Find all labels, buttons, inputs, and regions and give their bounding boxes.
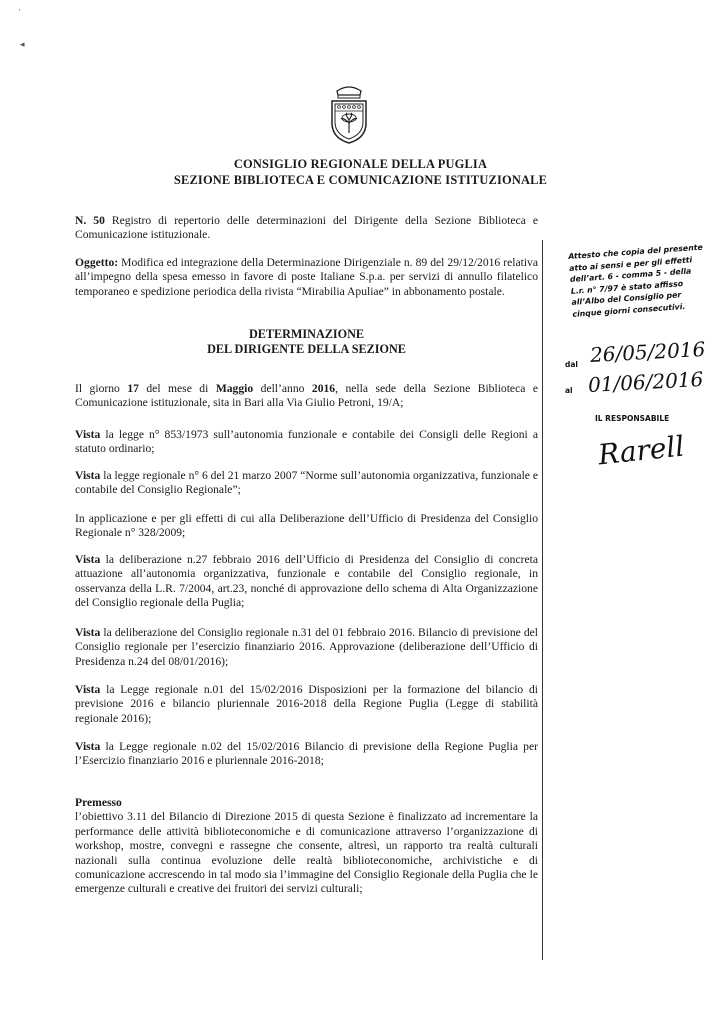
paragraph-lead: Vista: [75, 469, 101, 482]
premesso-text: l’obiettivo 3.11 del Bilancio di Direzione 2015 di questa Sezione è finalizzato ad incrementare la performance delle attività biblioteconomiche e di comunicazione attraverso l’organizzazione di workshop, mostre, convegni e rassegne che consente, altresì, un rapporto tra realtà culturali nazionali sulla continua evoluzione delle realtà biblioteconomiche, archivistiche e di comunicazione accrescendo in tal modo sia l’immagine del Consiglio Regionale della Puglia che le emergenze culturali e creative dei fruitori dei servizi culturali;: [75, 810, 538, 896]
intro-text-2: del mese di: [138, 382, 216, 395]
vista-paragraph: [75, 740, 538, 769]
applicazione-paragraph: [75, 512, 538, 541]
paragraph-text: la Legge regionale n.01 del 15/02/2016 Disposizioni per la formazione del bilancio di previsione 2016 e bilancio pluriennale 2016-2018 della Regione Puglia (Legge di stabilità regionale 2016);: [75, 683, 538, 725]
oggetto-label: Oggetto:: [75, 256, 119, 269]
paragraph-text: la deliberazione n.27 febbraio 2016 dell’Ufficio di Presidenza del Consiglio di concreta attuazione all’autonomia organizzativa, funzionale e contabile del Consiglio regionale, in osservanza della L.R. 7/2004, art.23, nonché di approvazione dello schema di Alta Organizzazione del Consiglio regionale della Puglia;: [75, 553, 538, 610]
intro-day: 17: [127, 382, 139, 395]
registro-text: Registro di repertorio delle determinazioni del Dirigente della Sezione Biblioteca e Comunicazione istituzionale.: [75, 214, 538, 242]
intro-paragraph: [75, 382, 538, 411]
al-date-handwritten: 01/06/2016: [587, 366, 704, 398]
intro-month: Maggio: [215, 382, 254, 395]
responsabile-label: IL RESPONSABILE: [595, 414, 670, 423]
intro-year: 2016: [311, 382, 336, 395]
institution-name: CONSIGLIO REGIONALE DELLA PUGLIA: [233, 157, 488, 171]
title-line-1: DETERMINAZIONE: [248, 327, 365, 341]
paragraph-text: In applicazione e per gli effetti di cui alla Deliberazione dell’Ufficio di Presidenza del Consiglio Regionale n° 328/2009;: [75, 512, 538, 540]
publication-stamp: Attesto che copia del presente atto ai sensi e per gli effetti dell’art. 6 - comma 5 - della L.r. n° 7/97 è stato affisso all’Albo del Consiglio per cinque giorni consecutivi.: [568, 242, 704, 319]
al-label: al: [565, 386, 573, 395]
scan-speck: ◂: [20, 40, 25, 50]
paragraph-lead: Vista: [75, 626, 101, 639]
vista-paragraph: [75, 553, 538, 611]
intro-text-1: Il giorno: [75, 382, 128, 395]
dal-label: dal: [565, 360, 579, 369]
intro-text-3: dell’anno: [253, 382, 312, 395]
oggetto-paragraph: [75, 256, 538, 299]
registro-number: N. 50: [75, 214, 105, 227]
dal-date-handwritten: 26/05/2016: [589, 336, 706, 368]
paragraph-lead: Vista: [75, 428, 101, 441]
paragraph-text: la Legge regionale n.02 del 15/02/2016 Bilancio di previsione della Regione Puglia per l’Esercizio finanziario 2016 e pluriennale 2016-2018;: [75, 740, 538, 768]
scan-speck: ·: [18, 6, 21, 16]
paragraph-lead: Vista: [75, 553, 101, 566]
paragraph-text: la legge regionale n° 6 del 21 marzo 2007 “Norme sull’autonomia organizzativa, funzionale e contabile del Consiglio Regionale”;: [75, 469, 538, 497]
title-line-2: DEL DIRIGENTE DELLA SEZIONE: [207, 342, 406, 356]
vista-paragraph: [75, 469, 538, 498]
vista-paragraph: [75, 683, 538, 726]
paragraph-text: la legge n° 853/1973 sull’autonomia funzionale e contabile dei Consigli delle Regioni a statuto ordinario;: [75, 428, 538, 456]
margin-divider: [542, 240, 543, 960]
oggetto-text: Modifica ed integrazione della Determinazione Dirigenziale n. 89 del 29/12/2016 relativa all’impegno della spesa emesso in favore di poste Italiane S.p.a. per servizi di annullo filatelico temporaneo e spedizione periodica della rivista “Mirabilia Apuliae” in abbonamento postale.: [75, 256, 538, 298]
vista-paragraph: [75, 428, 538, 457]
regional-emblem-icon: [327, 83, 371, 145]
determination-title: [75, 327, 538, 357]
intro-text-4: , nella sede della Sezione Biblioteca e Comunicazione istituzionale, sita in Bari alla Via Giulio Petroni, 19/A;: [75, 382, 538, 410]
paragraph-text: la deliberazione del Consiglio regionale n.31 del 01 febbraio 2016. Bilancio di previsione del Consiglio regionale per l’esercizio finanziario 2016. Approvazione (deliberazione dell’Ufficio di Presidenza n.24 del 08/01/2016);: [75, 626, 538, 668]
premesso-section: [75, 796, 538, 897]
paragraph-lead: Vista: [75, 683, 101, 696]
registro-paragraph: [75, 214, 538, 243]
responsabile-signature: Rarell: [596, 429, 686, 472]
section-name: SEZIONE BIBLIOTECA E COMUNICAZIONE ISTITUZIONALE: [173, 173, 548, 187]
vista-paragraph: [75, 626, 538, 669]
premesso-heading: Premesso: [75, 796, 122, 809]
paragraph-lead: Vista: [75, 740, 101, 753]
